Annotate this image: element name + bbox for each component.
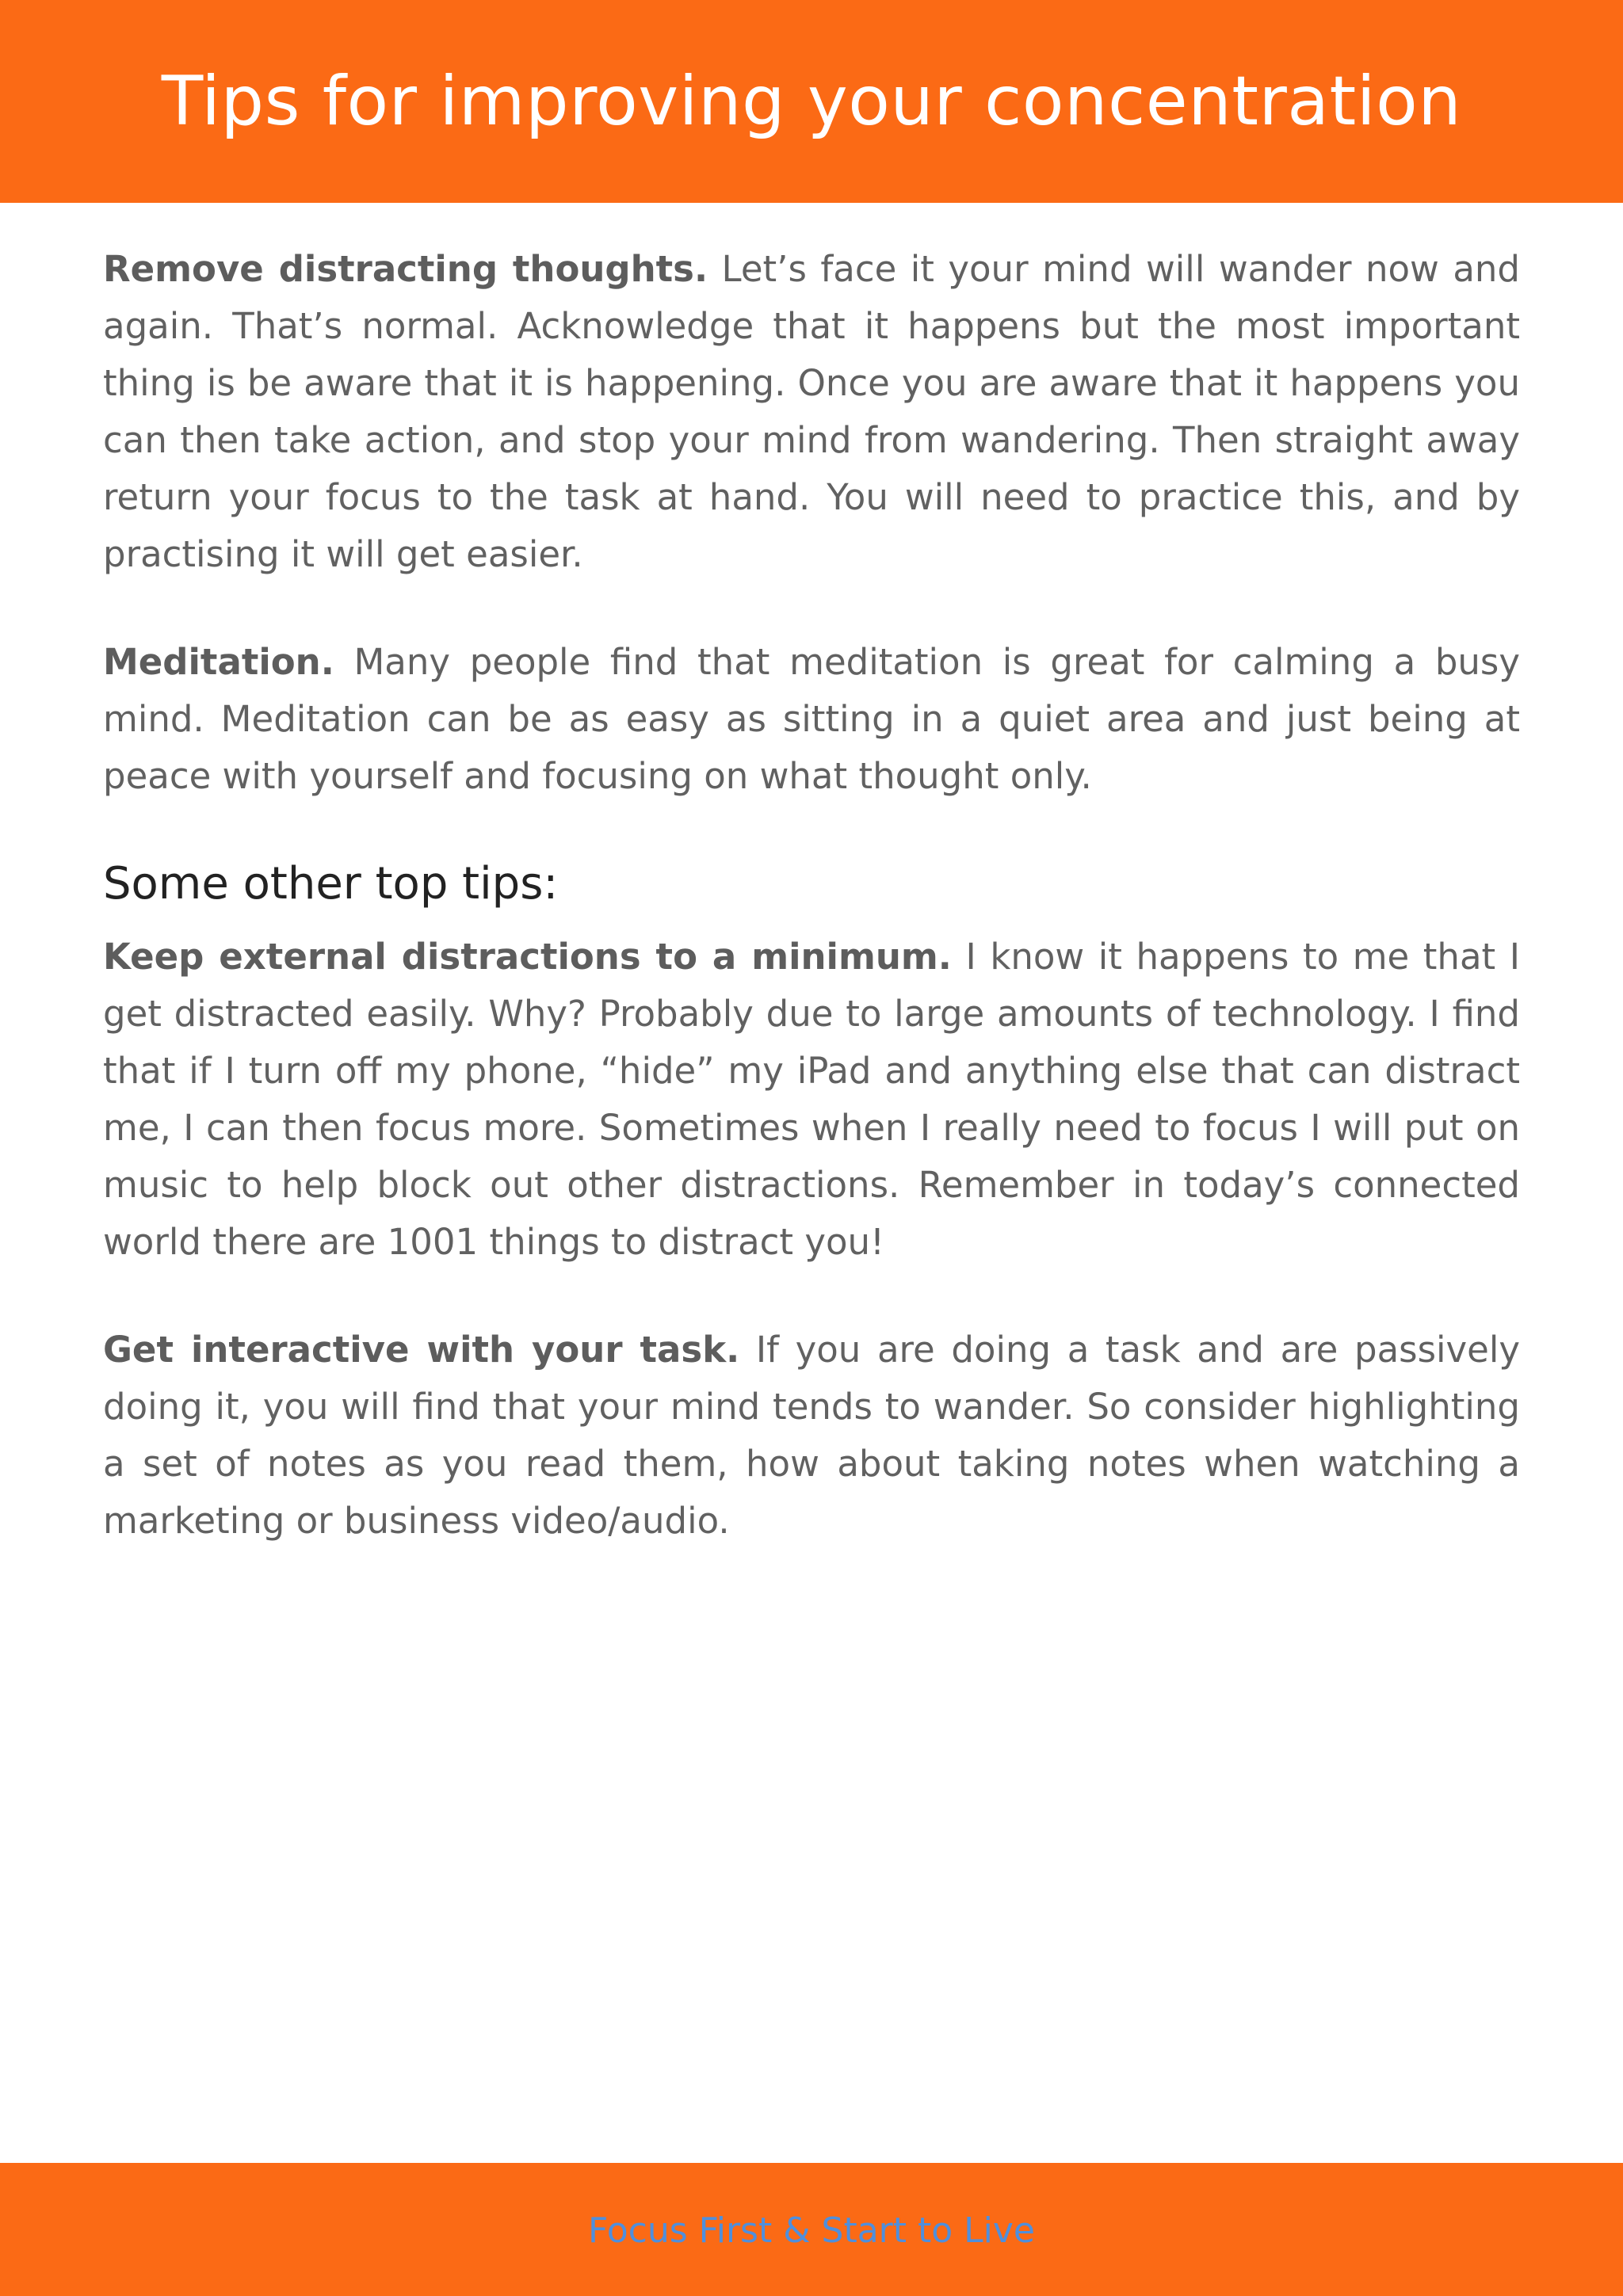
tip-body: Let’s face it your mind will wander now and again. That’s normal. Acknowledge that it happens but the most important thing is be aware that it is happening. Once you are aware that it happens you can then take action, and stop your mind from wandering. Then straight away return your focus to the task at hand. You will need to practice this, and by practising it will get easier. [103,248,1520,575]
page-header [0,0,1623,203]
tip-body: If you are doing a task and are passively doing it, you will find that your mind tends to wander. So consider highlighting a set of notes as you read them, how about taking notes when watching a marketing or business video/audio. [103,1329,1520,1542]
page-footer [0,2163,1623,2296]
tip-lead: Get interactive with your task. [103,1329,740,1371]
tip-lead: Keep external distractions to a minimum. [103,936,952,978]
tip-get-interactive [103,1322,1520,1550]
paragraph-spacer [103,1271,1520,1322]
tip-lead: Remove distracting thoughts. [103,248,708,290]
section-heading-other-tips: Some other top tips: [103,858,559,910]
paragraph-spacer [103,583,1520,634]
tip-external-distractions [103,929,1520,1271]
tip-meditation [103,634,1520,805]
main-content [103,241,1520,1550]
tip-lead: Meditation. [103,641,334,683]
tip-remove-distracting-thoughts [103,241,1520,583]
tip-body: Many people find that meditation is great for calming a busy mind. Meditation can be as easy as sitting in a quiet area and just being at peace with yourself and focusing on what thought only. [103,641,1520,797]
page-title: Tips for improving your concentration [161,62,1462,141]
tip-body: I know it happens to me that I get distracted easily. Why? Probably due to large amounts of technology. I find that if I turn off my phone, “hide” my iPad and anything else that can distract me, I can then focus more. Sometimes when I really need to focus I will put on music to help block out other distractions. Remember in today’s connected world there are 1001 things to distract you! [103,936,1521,1263]
footer-tagline: Focus First & Start to Live [587,2210,1035,2251]
